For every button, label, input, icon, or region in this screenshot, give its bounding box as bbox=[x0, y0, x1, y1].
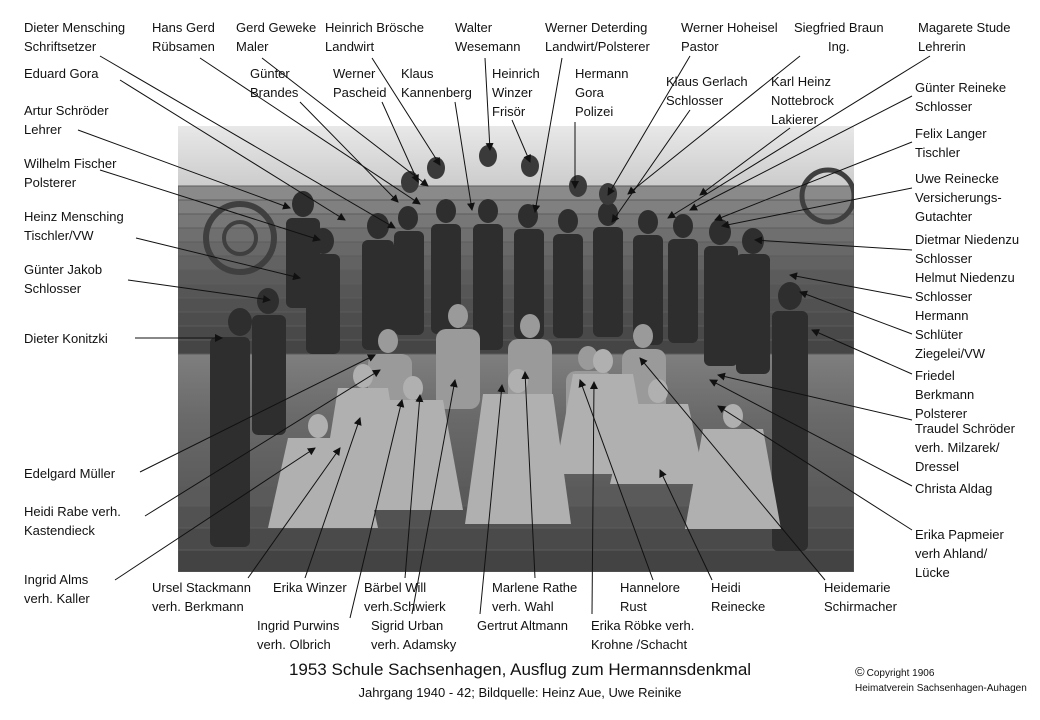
label-wilhelm-fischer bbox=[24, 154, 116, 192]
label-friedel-berkmann bbox=[915, 366, 974, 423]
label-line: Hermann bbox=[575, 66, 629, 81]
label-guenter-jakob bbox=[24, 260, 102, 298]
label-gerd-geweke bbox=[236, 18, 316, 56]
label-line: verh. Milzarek/ bbox=[915, 440, 1000, 455]
label-line: Günter Reineke bbox=[915, 80, 1007, 95]
label-line: verh.Schwierk bbox=[364, 599, 446, 614]
label-hermann-schlueter bbox=[915, 306, 985, 363]
label-line: Heidi bbox=[711, 580, 741, 595]
caption-subtitle: Jahrgang 1940 - 42; Bildquelle: Heinz Aue, Uwe Reinike bbox=[358, 685, 682, 700]
label-line: Dieter Mensching bbox=[24, 20, 126, 35]
label-line: Schlosser bbox=[24, 281, 82, 296]
label-line: Polizei bbox=[575, 104, 614, 119]
label-line: verh. Kaller bbox=[24, 591, 90, 606]
label-werner-deterding bbox=[545, 18, 650, 56]
label-marlene-rathe bbox=[492, 578, 577, 616]
label-line: Brandes bbox=[250, 85, 299, 100]
label-hans-gerd-ruebsamen bbox=[152, 18, 215, 56]
label-line: Polsterer bbox=[915, 406, 968, 421]
label-line: Friedel bbox=[915, 368, 955, 383]
label-line: verh. Olbrich bbox=[257, 637, 331, 652]
label-line: Artur Schröder bbox=[24, 103, 109, 118]
label-christa-aldag bbox=[915, 479, 992, 498]
label-line: Heidemarie bbox=[824, 580, 891, 595]
label-line: Gora bbox=[575, 85, 604, 100]
label-line: Lücke bbox=[915, 565, 950, 580]
label-line: Felix Langer bbox=[915, 126, 987, 141]
label-line: Berkmann bbox=[915, 387, 975, 402]
label-line: Schlosser bbox=[915, 251, 973, 266]
label-line: Krohne /Schacht bbox=[591, 637, 688, 652]
label-traudel-schroeder bbox=[915, 419, 1015, 476]
label-line: Wilhelm Fischer bbox=[24, 156, 117, 171]
label-line: Klaus bbox=[401, 66, 434, 81]
label-line: Versicherungs- bbox=[915, 190, 1002, 205]
label-hermann-gora bbox=[575, 64, 628, 121]
label-heidi-rabe bbox=[24, 502, 121, 540]
label-klaus-kannenberg bbox=[401, 64, 472, 102]
label-hannelore-rust bbox=[620, 578, 680, 616]
label-line: Dieter Konitzki bbox=[24, 331, 108, 346]
label-werner-hoheisel bbox=[681, 18, 778, 56]
label-magarete-stude bbox=[918, 18, 1011, 56]
label-line: verh. Wahl bbox=[492, 599, 554, 614]
label-line: Gutachter bbox=[915, 209, 973, 224]
label-guenter-brandes bbox=[250, 64, 298, 102]
label-line: Lakierer bbox=[771, 112, 818, 127]
label-ursel-stackmann bbox=[152, 578, 251, 616]
label-dieter-mensching bbox=[24, 18, 125, 56]
label-klaus-gerlach bbox=[666, 72, 748, 110]
label-gertrut-altmann bbox=[477, 616, 568, 635]
label-line: Werner bbox=[333, 66, 376, 81]
label-dietmar-niedenzu bbox=[915, 230, 1019, 268]
label-line: Helmut Niedenzu bbox=[915, 270, 1015, 285]
copyright-icon: © bbox=[855, 664, 865, 679]
label-erika-papmeier bbox=[915, 525, 1004, 582]
label-line: Frisör bbox=[492, 104, 526, 119]
label-line: Sigrid Urban bbox=[371, 618, 444, 633]
label-line: Günter Jakob bbox=[24, 262, 103, 277]
label-line: Gerd Geweke bbox=[236, 20, 317, 35]
label-heinrich-winzer bbox=[492, 64, 540, 121]
label-line: Polsterer bbox=[24, 175, 77, 190]
label-line: Erika Winzer bbox=[273, 580, 347, 595]
label-line: Edelgard Müller bbox=[24, 466, 116, 481]
label-line: Schirmacher bbox=[824, 599, 897, 614]
label-line: Landwirt bbox=[325, 39, 375, 54]
label-line: Karl Heinz bbox=[771, 74, 831, 89]
label-uwe-reinecke bbox=[915, 169, 1002, 226]
label-helmut-niedenzu bbox=[915, 268, 1015, 306]
label-erika-roebke bbox=[591, 616, 694, 654]
label-line: Walter bbox=[455, 20, 493, 35]
label-line: Christa Aldag bbox=[915, 481, 993, 496]
label-line: Kastendieck bbox=[24, 523, 95, 538]
label-line: Lehrerin bbox=[918, 39, 966, 54]
label-line: Siegfried Braun bbox=[794, 20, 884, 35]
label-line: Landwirt/Polsterer bbox=[545, 39, 650, 54]
label-line: Erika Röbke verh. bbox=[591, 618, 695, 633]
label-line: Heinz Mensching bbox=[24, 209, 124, 224]
label-line: Heinrich bbox=[492, 66, 540, 81]
label-line: Winzer bbox=[492, 85, 533, 100]
label-line: Schlosser bbox=[666, 93, 724, 108]
caption-title: 1953 Schule Sachsenhagen, Ausflug zum Hermannsdenkmal bbox=[288, 660, 752, 679]
label-line: Rübsamen bbox=[152, 39, 215, 54]
label-line: Klaus Gerlach bbox=[666, 74, 748, 89]
label-heidi-reinecke bbox=[711, 578, 765, 616]
label-line: Gertrut Altmann bbox=[477, 618, 569, 633]
label-line: Traudel Schröder bbox=[915, 421, 1015, 436]
label-eduard-gora bbox=[24, 64, 98, 83]
copyright-line-2: Heimatverein Sachsenhagen-Auhagen bbox=[855, 683, 1027, 694]
label-ingrid-alms bbox=[24, 570, 90, 608]
label-line: Maler bbox=[236, 39, 269, 54]
label-line: Dressel bbox=[915, 459, 960, 474]
label-line: Ingrid Alms bbox=[24, 572, 89, 587]
label-walter-wesemann bbox=[455, 18, 521, 56]
label-line: Schlosser bbox=[915, 289, 973, 304]
copyright-line-1 bbox=[855, 664, 1027, 681]
label-line: Rust bbox=[620, 599, 647, 614]
label-ingrid-purwins bbox=[257, 616, 339, 654]
label-line: Werner Hoheisel bbox=[681, 20, 778, 35]
label-line: Schlüter bbox=[915, 327, 963, 342]
label-line: Werner Deterding bbox=[545, 20, 648, 35]
label-karl-heinz-nottebrock bbox=[771, 72, 834, 129]
label-line: Schlosser bbox=[915, 99, 973, 114]
label-line: Ingrid Purwins bbox=[257, 618, 340, 633]
label-baerbel-will bbox=[364, 578, 446, 616]
label-line: Hans Gerd bbox=[152, 20, 215, 35]
label-artur-schroeder bbox=[24, 101, 109, 139]
label-line: Wesemann bbox=[455, 39, 521, 54]
label-heinrich-broesche bbox=[325, 18, 424, 56]
label-edelgard-mueller bbox=[24, 464, 115, 483]
label-line: Erika Papmeier bbox=[915, 527, 1004, 542]
label-line: Pastor bbox=[681, 39, 719, 54]
label-line: Lehrer bbox=[24, 122, 62, 137]
label-siegfried-braun bbox=[794, 18, 884, 56]
label-line: Tischler/VW bbox=[24, 228, 94, 243]
label-erika-winzer bbox=[273, 578, 347, 597]
label-line: Uwe Reinecke bbox=[915, 171, 999, 186]
label-werner-pascheid bbox=[333, 64, 386, 102]
label-line: Schriftsetzer bbox=[24, 39, 97, 54]
label-line: Nottebrock bbox=[771, 93, 834, 108]
label-line: Tischler bbox=[915, 145, 961, 160]
label-felix-langer bbox=[915, 124, 987, 162]
label-line: Kannenberg bbox=[401, 85, 472, 100]
label-line: Hermann bbox=[915, 308, 969, 323]
copyright-text: Copyright 1906 bbox=[866, 668, 935, 679]
label-line: Ing. bbox=[827, 39, 850, 54]
label-line: Bärbel Will bbox=[364, 580, 427, 595]
label-line: Heinrich Brösche bbox=[325, 20, 424, 35]
label-line: verh. Berkmann bbox=[152, 599, 244, 614]
label-line: Ziegelei/VW bbox=[915, 346, 986, 361]
label-sigrid-urban bbox=[371, 616, 456, 654]
label-line: Günter bbox=[250, 66, 290, 81]
label-line: verh Ahland/ bbox=[915, 546, 988, 561]
class-photo bbox=[178, 126, 854, 572]
label-line: verh. Adamsky bbox=[371, 637, 457, 652]
label-line: Hannelore bbox=[620, 580, 680, 595]
label-line: Reinecke bbox=[711, 599, 766, 614]
label-line: Pascheid bbox=[333, 85, 387, 100]
label-guenter-reineke bbox=[915, 78, 1006, 116]
label-heinz-mensching bbox=[24, 207, 124, 245]
label-line: Magarete Stude bbox=[918, 20, 1011, 35]
label-dieter-konitzki bbox=[24, 329, 108, 348]
label-line: Dietmar Niedenzu bbox=[915, 232, 1020, 247]
label-line: Heidi Rabe verh. bbox=[24, 504, 121, 519]
label-line: Marlene Rathe bbox=[492, 580, 578, 595]
label-line: Ursel Stackmann bbox=[152, 580, 251, 595]
copyright-notice bbox=[855, 664, 1027, 696]
label-heidemarie-schirmacher bbox=[824, 578, 897, 616]
label-line: Eduard Gora bbox=[24, 66, 99, 81]
photo-illustration bbox=[178, 126, 854, 572]
